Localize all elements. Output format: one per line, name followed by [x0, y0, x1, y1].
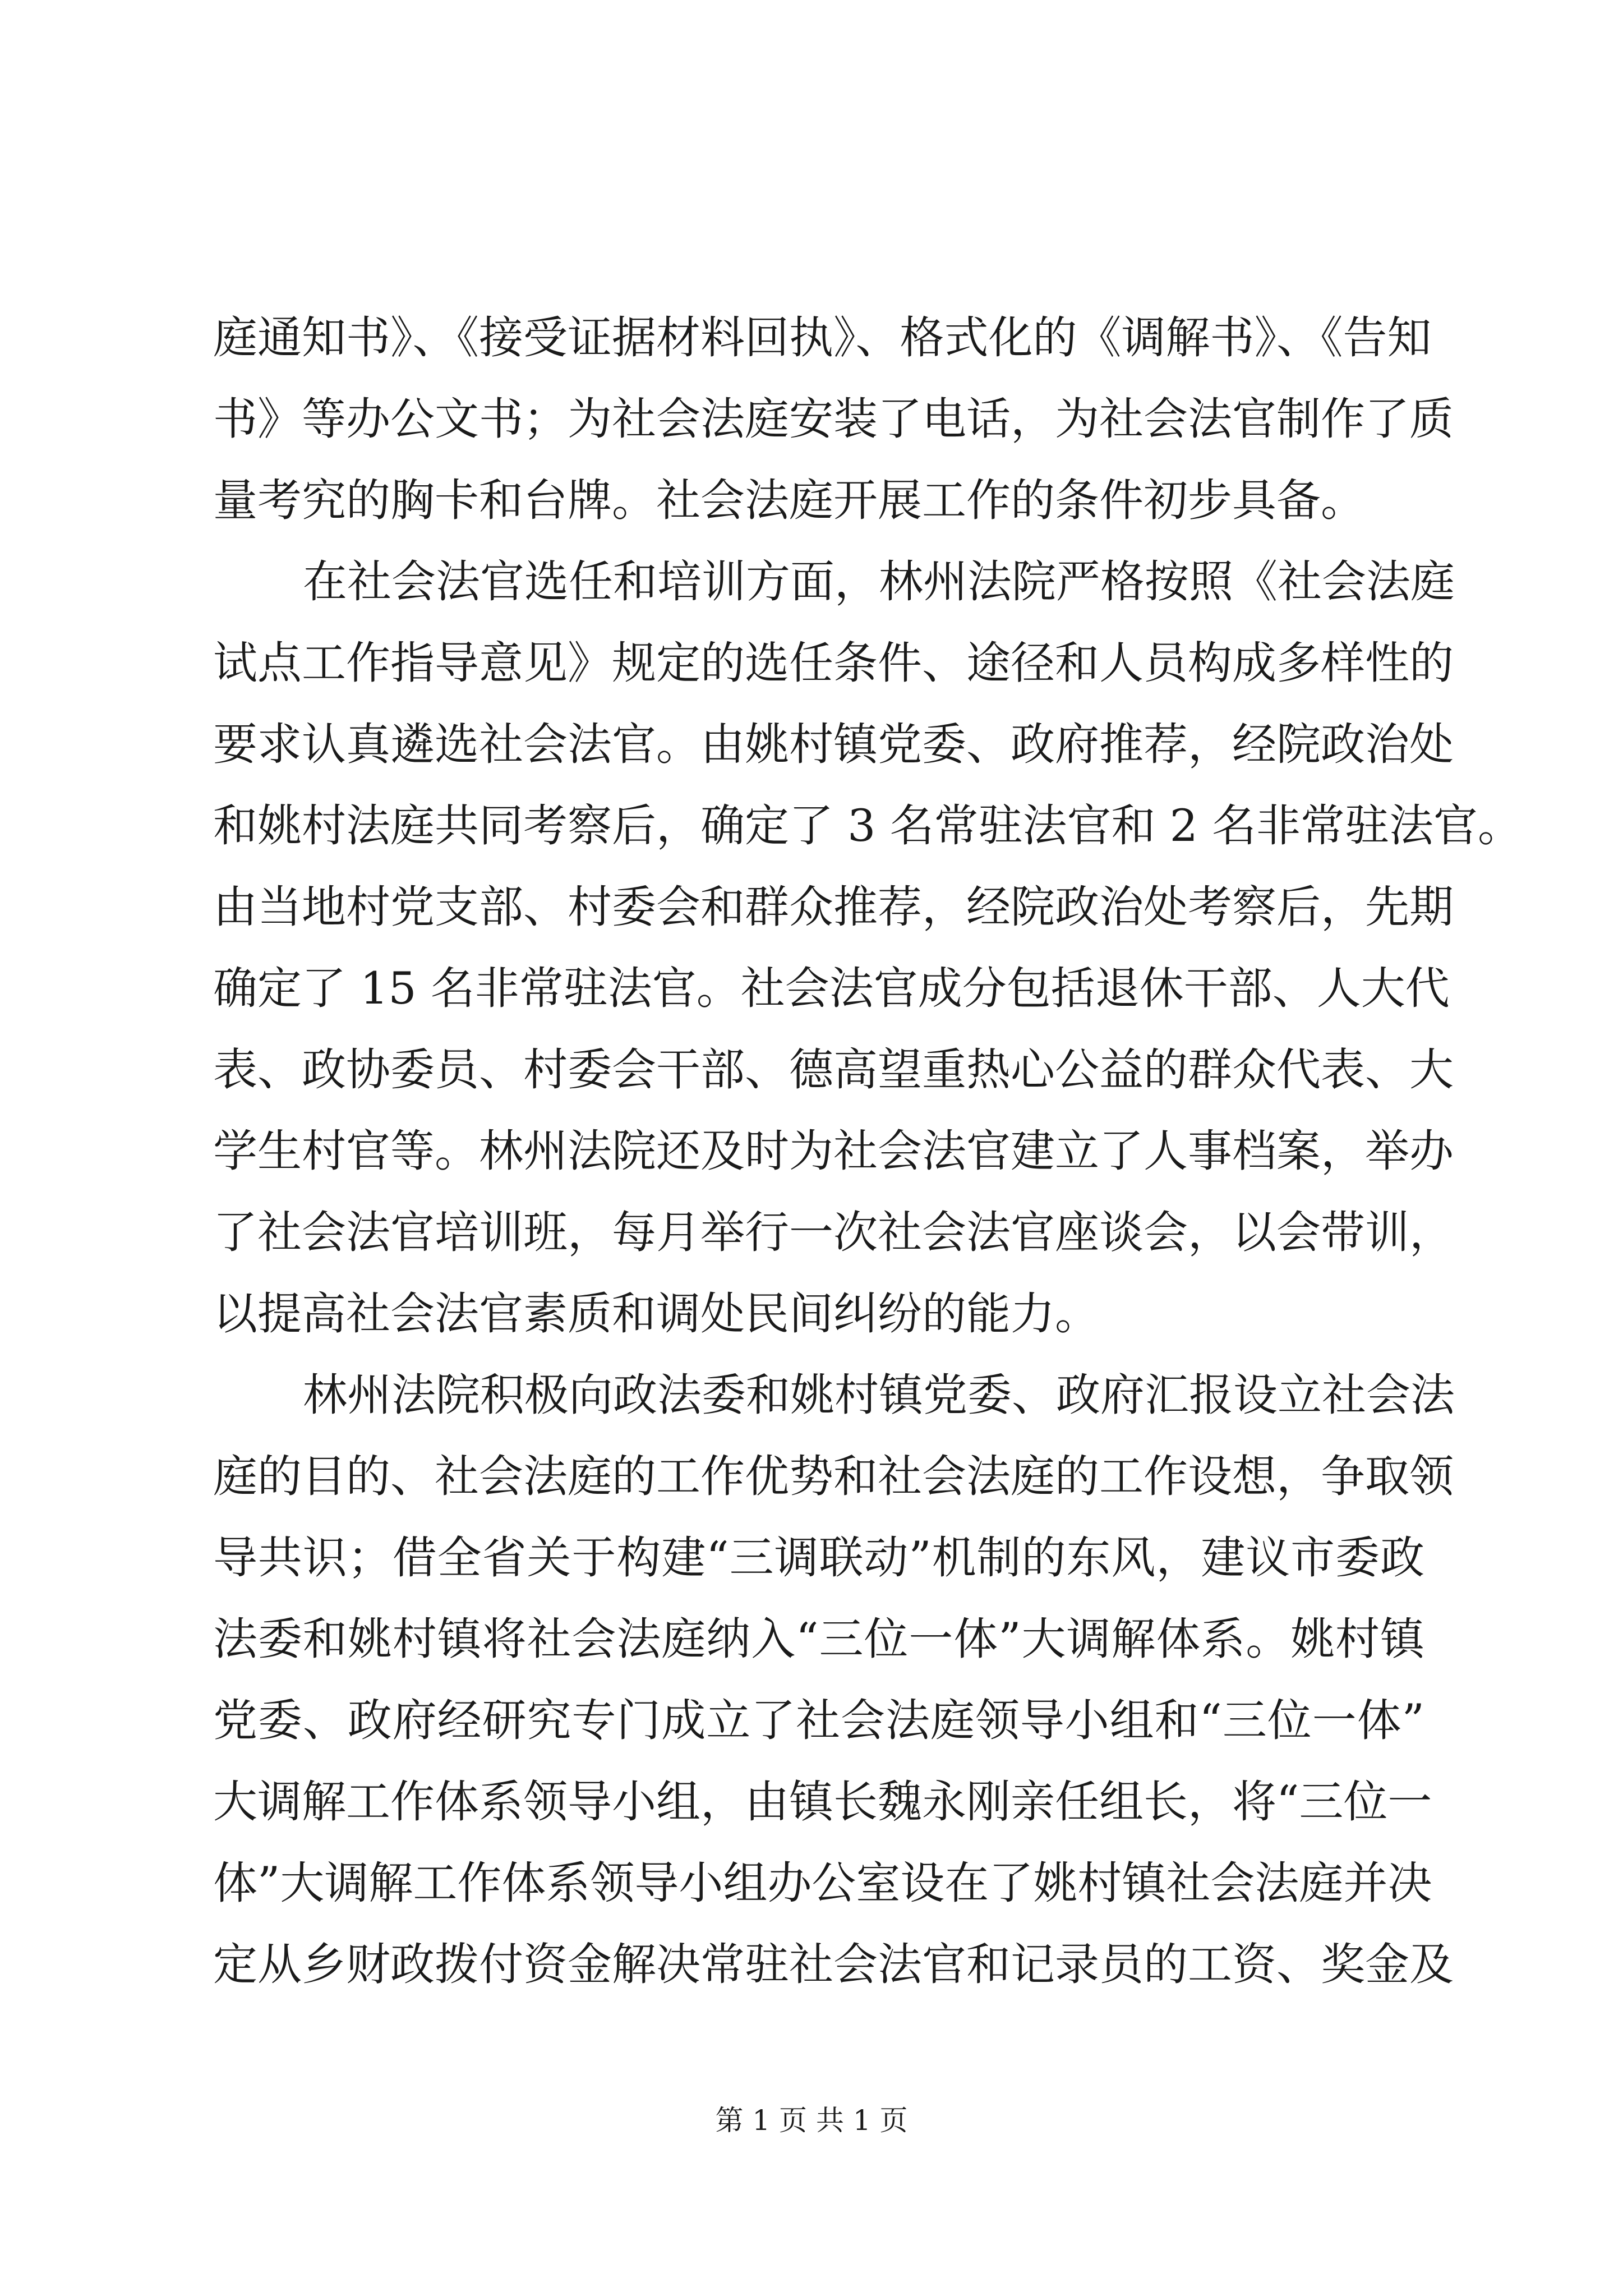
- paragraph-3-line: 林州法院积极向政法委和姚村镇党委、政府汇报设立社会法: [303, 1369, 1455, 1421]
- paragraph-3-line: 庭的目的、社会法庭的工作优势和社会法庭的工作设想，争取领: [213, 1451, 1454, 1502]
- paragraph-2-line: 由当地村党支部、村委会和群众推荐，经院政治处考察后，先期: [213, 881, 1454, 933]
- paragraph-3-line: 定从乡财政拨付资金解决常驻社会法官和记录员的工资、奖金及: [213, 1939, 1454, 1990]
- paragraph-3-line: 导共识；借全省关于构建“三调联动”机制的东风，建议市委政: [213, 1532, 1424, 1584]
- paragraph-2-line: 要求认真遴选社会法官。由姚村镇党委、政府推荐，经院政治处: [213, 719, 1454, 770]
- paragraph-2-line: 了社会法官培训班，每月举行一次社会法官座谈会，以会带训，: [213, 1207, 1454, 1258]
- paragraph-2-line: 试点工作指导意见》规定的选任条件、途径和人员构成多样性的: [213, 637, 1454, 689]
- paragraph-1-line: 庭通知书》、《接受证据材料回执》、格式化的《调解书》、《告知: [213, 312, 1432, 364]
- paragraph-2-line: 在社会法官选任和培训方面，林州法院严格按照《社会法庭: [303, 556, 1455, 608]
- paragraph-3-line: 党委、政府经研究专门成立了社会法庭领导小组和“三位一体”: [213, 1695, 1424, 1746]
- paragraph-2-line: 确定了 15 名非常驻法官。社会法官成分包括退休干部、人大代: [213, 963, 1450, 1014]
- page-footer: 第 1 页 共 1 页: [715, 2104, 908, 2137]
- paragraph-3-line: 法委和姚村镇将社会法庭纳入“三位一体”大调解体系。姚村镇: [213, 1613, 1424, 1665]
- document-body: [213, 297, 1522, 2005]
- paragraph-3-line: 体”大调解工作体系领导小组办公室设在了姚村镇社会法庭并决: [213, 1857, 1432, 1909]
- paragraph-2-line: 和姚村法庭共同考察后，确定了 3 名常驻法官和 2 名非常驻法官。: [213, 800, 1522, 852]
- paragraph-2-line: 学生村官等。林州法院还及时为社会法官建立了人事档案，举办: [213, 1125, 1454, 1177]
- paragraph-3-line: 大调解工作体系领导小组，由镇长魏永刚亲任组长，将“三位一: [213, 1776, 1432, 1828]
- paragraph-2-line: 表、政协委员、村委会干部、德高望重热心公益的群众代表、大: [213, 1044, 1454, 1096]
- paragraph-2-line: 以提高社会法官素质和调处民间纠纷的能力。: [213, 1288, 1099, 1340]
- paragraph-1-line: 量考究的胸卡和台牌。社会法庭开展工作的条件初步具备。: [213, 475, 1365, 526]
- paragraph-1-line: 书》等办公文书；为社会法庭安装了电话，为社会法官制作了质: [213, 393, 1454, 445]
